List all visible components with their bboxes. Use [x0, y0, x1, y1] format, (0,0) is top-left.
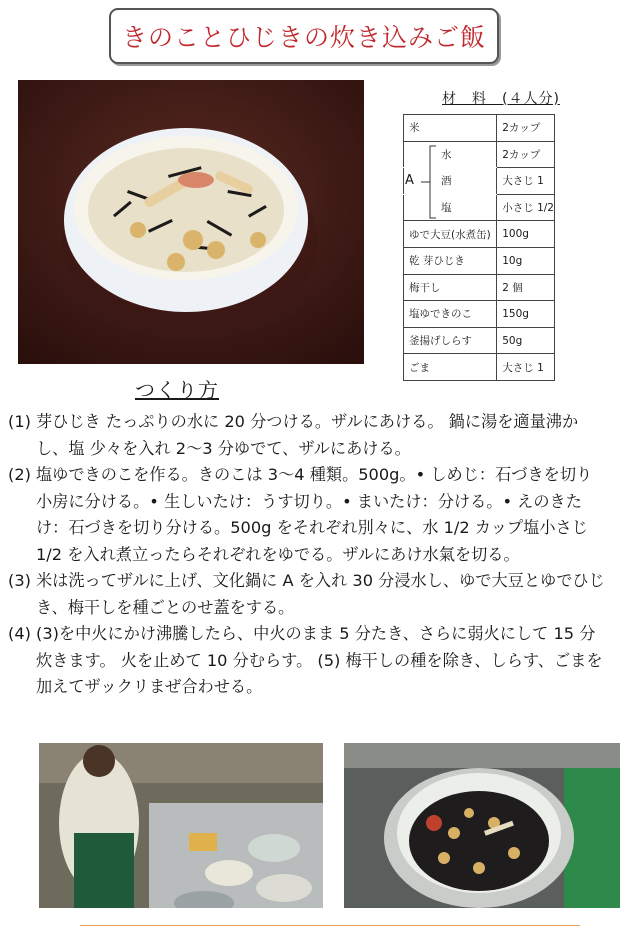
ingredient-row — [404, 354, 555, 381]
step-number: (3) — [8, 571, 31, 590]
title-box — [109, 8, 499, 64]
method-steps — [8, 409, 606, 701]
step-number: (4) — [8, 624, 31, 643]
ingredient-row — [404, 327, 555, 354]
ingredient-amount: 10g — [497, 247, 555, 274]
ingredient-amount: 2カップ — [497, 115, 555, 142]
ingredient-row — [404, 247, 555, 274]
ingredient-amount: 小さじ 1/2 — [497, 194, 555, 221]
ingredient-name: 米 — [404, 115, 497, 142]
method-heading: つくり方 — [135, 378, 219, 402]
footer-rule — [80, 925, 580, 926]
ingredient-amount: 100g — [497, 221, 555, 248]
rice-pot-photo — [344, 743, 620, 908]
method-step — [8, 462, 606, 568]
ingredient-name: 釜揚げしらす — [404, 327, 497, 354]
method-step — [8, 568, 606, 621]
ingredient-name: 塩 — [404, 194, 497, 221]
step-text: 塩ゆできのこを作る。きのこは 3～4 種類。500g。• しめじ：石づきを切り小房に分ける。• 生しいたけ：うす切り。• まいたけ：分ける。• えのきたけ：石づきを切り分ける。500g をそれぞれ別々に、水 1/2 カップ塩小さじ 1/2 を入れ煮立ったらそれぞれをゆでる。ザルにあけ水氣を切る。 — [36, 465, 593, 564]
step-text: (3)を中火にかけ沸騰したら、中火のまま 5 分たき、さらに弱火にして 15 分炊きます。 火を止めて 10 分むらす。 (5) 梅干しの種を除き、しらす、ごまを加えてザックリまぜ合わせる。 — [36, 624, 603, 696]
step-number: (1) — [8, 412, 31, 431]
ingredient-amount: 2 個 — [497, 274, 555, 301]
method-step — [8, 621, 606, 701]
ingredient-amount: 大さじ 1 — [497, 168, 555, 195]
step-text: 米は洗ってザルに上げ、文化鍋に A を入れ 30 分浸水し、ゆで大豆とゆでひじき、梅干しを種ごとのせ蓋をする。 — [36, 571, 605, 617]
method-step — [8, 409, 606, 462]
ingredient-name: 塩ゆできのこ — [404, 301, 497, 328]
group-label: A — [405, 173, 414, 188]
ingredients-heading: 材 料 (４人分) — [442, 91, 560, 107]
ingredient-row — [404, 274, 555, 301]
cooking-class-photo — [39, 743, 323, 908]
rice-bowl-photo — [18, 80, 364, 364]
ingredient-amount: 大さじ 1 — [497, 354, 555, 381]
ingredient-name: 水 — [404, 141, 497, 168]
ingredient-amount: 50g — [497, 327, 555, 354]
ingredient-amount: 150g — [497, 301, 555, 328]
step-number: (2) — [8, 465, 31, 484]
step-text: 芽ひじき たっぷりの水に 20 分つける。ザルにあける。 鍋に湯を適量沸かし、塩 少々を入れ 2～3 分ゆでて、ザルにあける。 — [36, 412, 579, 458]
ingredient-name: ごま — [404, 354, 497, 381]
ingredient-row — [404, 301, 555, 328]
ingredient-name: 乾 芽ひじき — [404, 247, 497, 274]
page-title: きのことひじきの炊き込みご飯 — [121, 23, 486, 52]
ingredient-name: 酒 — [404, 168, 497, 195]
ingredient-name: 梅干し — [404, 274, 497, 301]
ingredient-row — [404, 221, 555, 248]
ingredient-amount: 2カップ — [497, 141, 555, 168]
ingredient-row — [404, 115, 555, 142]
ingredient-name: ゆで大豆(水煮缶) — [404, 221, 497, 248]
